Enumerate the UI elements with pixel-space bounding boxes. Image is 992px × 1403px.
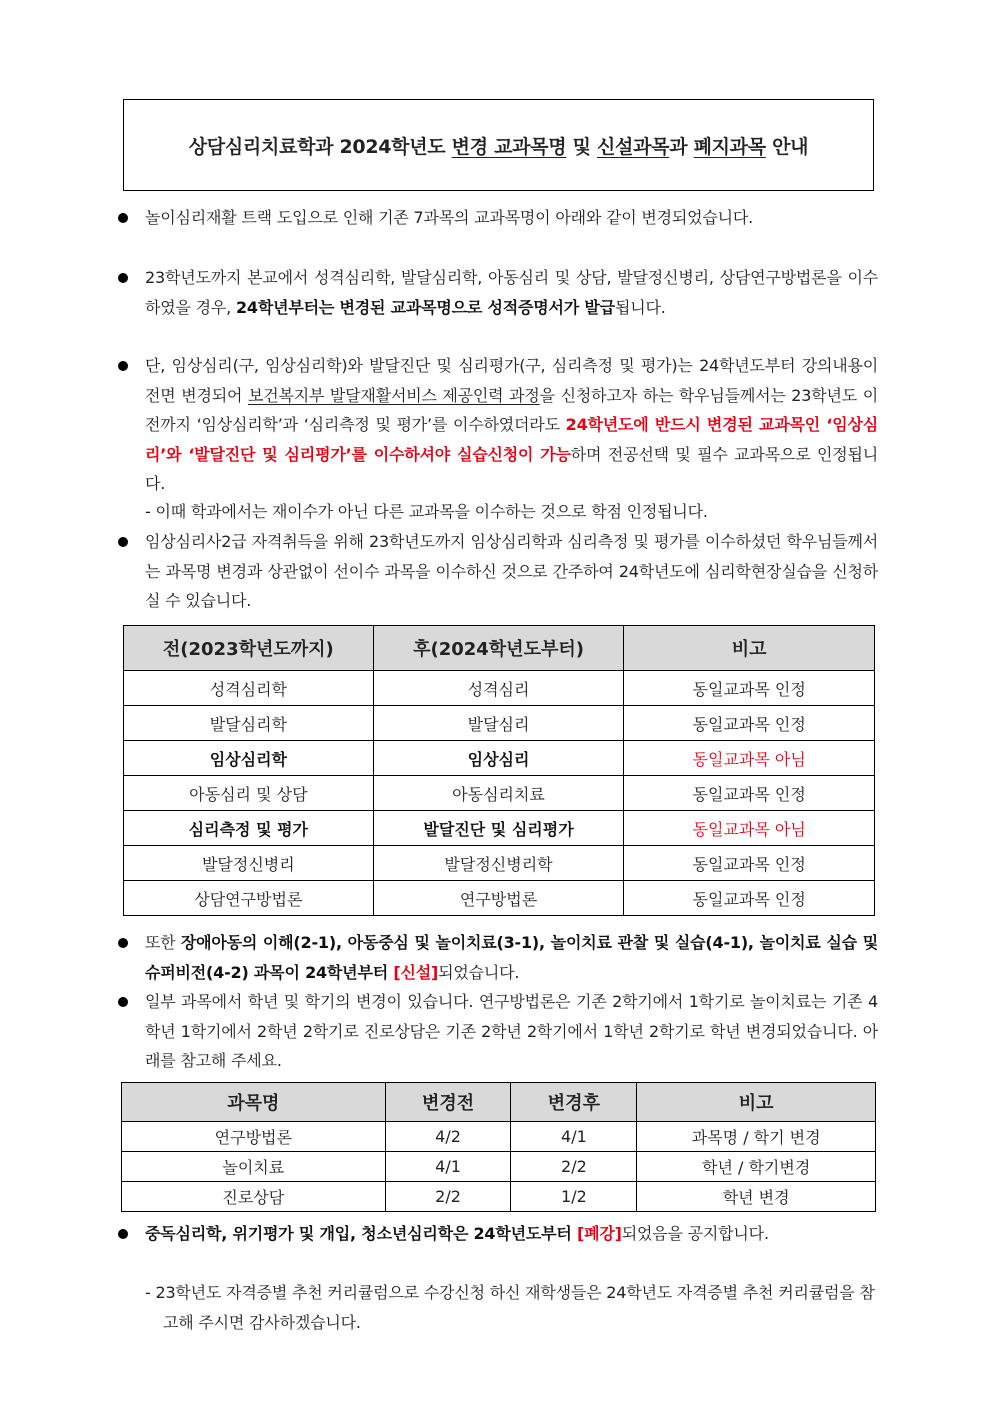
bullet-dot bbox=[118, 273, 128, 283]
bullet-text bbox=[145, 351, 878, 499]
new-course-badge: [신설] bbox=[393, 962, 439, 982]
course-change-table bbox=[123, 625, 875, 916]
bullet-item-3 bbox=[118, 351, 878, 499]
table-cell-highlight: 동일교과목 아님 bbox=[624, 741, 875, 776]
sub-note-1: - 이때 학과에서는 재이수가 아닌 다른 교과목을 이수하는 것으로 학점 인정됩니다. bbox=[145, 502, 708, 521]
abolished-course-badge: [폐강] bbox=[577, 1224, 622, 1243]
bullet-item-2 bbox=[118, 263, 878, 322]
table-row bbox=[124, 846, 875, 881]
bullet-text: 일부 과목에서 학년 및 학기의 변경이 있습니다. 연구방법론은 기존 2학기에서 1학기로 놀이치료는 기존 4학년 1학기에서 2학년 2학기로 진로상담은 기존 2학년 2학기에서 1학년 2학기로 학년 변경되었습니다. 아래를 참고해 주세요. bbox=[145, 992, 878, 1070]
column-header: 비고 bbox=[624, 626, 875, 671]
bullet-dot bbox=[118, 938, 128, 948]
table-cell: 2/2 bbox=[511, 1152, 637, 1182]
bullet-dot bbox=[118, 537, 128, 547]
bullet-item-1 bbox=[118, 203, 878, 233]
bullet-plain-text: 됩니다. bbox=[614, 297, 666, 317]
bullet-item-5 bbox=[118, 928, 878, 987]
table-header-row bbox=[122, 1083, 876, 1122]
bullet-text: 임상심리사2급 자격취득을 위해 23학년도까지 임상심리학과 심리측정 및 평가를 이수하셨던 학우님들께서는 과목명 변경과 상관없이 선이수 과목을 이수하신 것으로 간주하여 24학년도에 심리학현장실습을 신청하실 수 있습니다. bbox=[145, 532, 878, 610]
bullet-plain-text: 23학년도까지 본교에서 성격심리학, 발달심리학, 아동심리 및 상담, 발달정신병리, 상담연구방법론을 이수하였을 경우, bbox=[145, 268, 878, 317]
table-cell: 동일교과목 인정 bbox=[624, 881, 875, 916]
bullet-text bbox=[145, 928, 878, 987]
table-cell: 1/2 bbox=[511, 1182, 637, 1212]
table-row bbox=[124, 741, 875, 776]
table-cell: 동일교과목 인정 bbox=[624, 671, 875, 706]
title-text: 과 bbox=[669, 135, 694, 158]
table-cell: 동일교과목 인정 bbox=[624, 776, 875, 811]
bullet-plain-text: 을 신청하고자 하는 학우님들께서는 23학년도 이전까지 ‘임상심리학’과 ‘심리측정 및 평가’를 이수하였더라도 bbox=[145, 385, 878, 434]
bullet-item-7 bbox=[118, 1219, 878, 1249]
title-text: 안내 bbox=[765, 135, 809, 158]
page-title bbox=[189, 132, 808, 159]
bullet-text bbox=[145, 1219, 878, 1249]
column-header: 변경후 bbox=[511, 1083, 637, 1122]
title-box bbox=[123, 99, 874, 191]
bullet-plain-text: 되었음을 공지합니다. bbox=[621, 1224, 769, 1243]
column-header: 비고 bbox=[637, 1083, 876, 1122]
bullet-dot bbox=[118, 1229, 128, 1239]
column-header: 변경전 bbox=[385, 1083, 511, 1122]
bullet-dot bbox=[118, 213, 128, 223]
table-row bbox=[124, 776, 875, 811]
bullet-text bbox=[145, 263, 878, 322]
bullet-plain-text: 하며 전공선택 및 필수 교과목으로 인정됩니다. bbox=[145, 444, 878, 493]
column-header: 전(2023학년도까지) bbox=[124, 626, 374, 671]
table-row bbox=[124, 811, 875, 846]
table-cell: 4/1 bbox=[385, 1152, 511, 1182]
table-row bbox=[124, 671, 875, 706]
table-cell: 놀이치료 bbox=[122, 1152, 386, 1182]
bullet-plain-text: 단, 임상심리(구, 임상심리학)와 발달진단 및 심리평가(구, 심리측정 및 평가)는 24학년도부터 강의내용이 전면 변경되어 bbox=[145, 356, 878, 405]
bullet-text: 놀이심리재활 트랙 도입으로 인해 기존 7과목의 교과목명이 아래와 같이 변경되었습니다. bbox=[145, 208, 754, 227]
table-cell: 2/2 bbox=[385, 1182, 511, 1212]
table-cell: 발달심리 bbox=[373, 706, 624, 741]
table-cell: 심리측정 및 평가 bbox=[124, 811, 374, 846]
bullet-underlined-text: 보건복지부 발달재활서비스 제공인력 과정 bbox=[247, 385, 540, 405]
table-cell: 발달진단 및 심리평가 bbox=[373, 811, 624, 846]
title-underlined-changed: 변경 교과목명 bbox=[451, 135, 567, 158]
table-row bbox=[122, 1182, 876, 1212]
table-cell: 성격심리학 bbox=[124, 671, 374, 706]
table-cell: 4/2 bbox=[385, 1122, 511, 1152]
title-text: 상담심리치료학과 2024학년도 bbox=[188, 135, 452, 158]
table-cell: 임상심리학 bbox=[124, 741, 374, 776]
table-cell: 동일교과목 인정 bbox=[624, 846, 875, 881]
table-cell: 발달정신병리학 bbox=[373, 846, 624, 881]
column-header: 과목명 bbox=[122, 1083, 386, 1122]
table-cell: 연구방법론 bbox=[122, 1122, 386, 1152]
table-cell: 학년 변경 bbox=[637, 1182, 876, 1212]
column-header: 후(2024학년도부터) bbox=[373, 626, 624, 671]
bullet-bold-text: 24학년부터는 변경된 교과목명으로 성적증명서가 발급 bbox=[235, 297, 615, 317]
table-header-row bbox=[124, 626, 875, 671]
table-row bbox=[122, 1122, 876, 1152]
title-underlined-abolished: 폐지과목 bbox=[693, 135, 766, 158]
table-cell: 과목명 / 학기 변경 bbox=[637, 1122, 876, 1152]
table-row bbox=[124, 881, 875, 916]
bullet-item-6 bbox=[118, 987, 878, 1076]
table-cell: 연구방법론 bbox=[373, 881, 624, 916]
table-row bbox=[122, 1152, 876, 1182]
table-cell: 성격심리 bbox=[373, 671, 624, 706]
title-text: 및 bbox=[566, 135, 597, 158]
sub-note-2: - 23학년도 자격증별 추천 커리큘럼으로 수강신청 하신 재학생들은 24학년도 자격증별 추천 커리큘럼을 참고해 주시면 감사하겠습니다. bbox=[145, 1283, 875, 1332]
title-underlined-new: 신설과목 bbox=[596, 135, 670, 158]
table-cell: 학년 / 학기변경 bbox=[637, 1152, 876, 1182]
bullet-plain-text: 되었습니다. bbox=[438, 962, 520, 982]
table-cell: 발달정신병리 bbox=[124, 846, 374, 881]
table-cell: 임상심리 bbox=[373, 741, 624, 776]
bullet-plain-text: 또한 bbox=[145, 933, 181, 952]
bullet-dot bbox=[118, 997, 128, 1007]
bullet-bold-text: 중독심리학, 위기평가 및 개입, 청소년심리학은 24학년도부터 bbox=[145, 1224, 577, 1243]
table-cell: 발달심리학 bbox=[124, 706, 374, 741]
table-cell: 동일교과목 인정 bbox=[624, 706, 875, 741]
bullet-dot bbox=[118, 361, 128, 371]
table-cell: 아동심리 및 상담 bbox=[124, 776, 374, 811]
table-cell-highlight: 동일교과목 아님 bbox=[624, 811, 875, 846]
bullet-bold-text: 장애아동의 이해(2-1), 아동중심 및 놀이치료(3-1), 놀이치료 관찰 및 실습(4-1), 놀이치료 실습 및 슈퍼비전(4-2) 과목이 24학년부터 bbox=[145, 933, 878, 982]
bullet-red-text: 24학년도에 반드시 변경된 교과목인 ‘임상심리’와 ‘발달진단 및 심리평가’를 이수하셔야 실습신청이 가능 bbox=[145, 415, 878, 464]
table-cell: 아동심리치료 bbox=[373, 776, 624, 811]
table-cell: 4/1 bbox=[511, 1122, 637, 1152]
table-cell: 상담연구방법론 bbox=[124, 881, 374, 916]
table-cell: 진로상담 bbox=[122, 1182, 386, 1212]
table-row bbox=[124, 706, 875, 741]
schedule-change-table bbox=[121, 1082, 876, 1212]
bullet-item-4 bbox=[118, 527, 878, 616]
